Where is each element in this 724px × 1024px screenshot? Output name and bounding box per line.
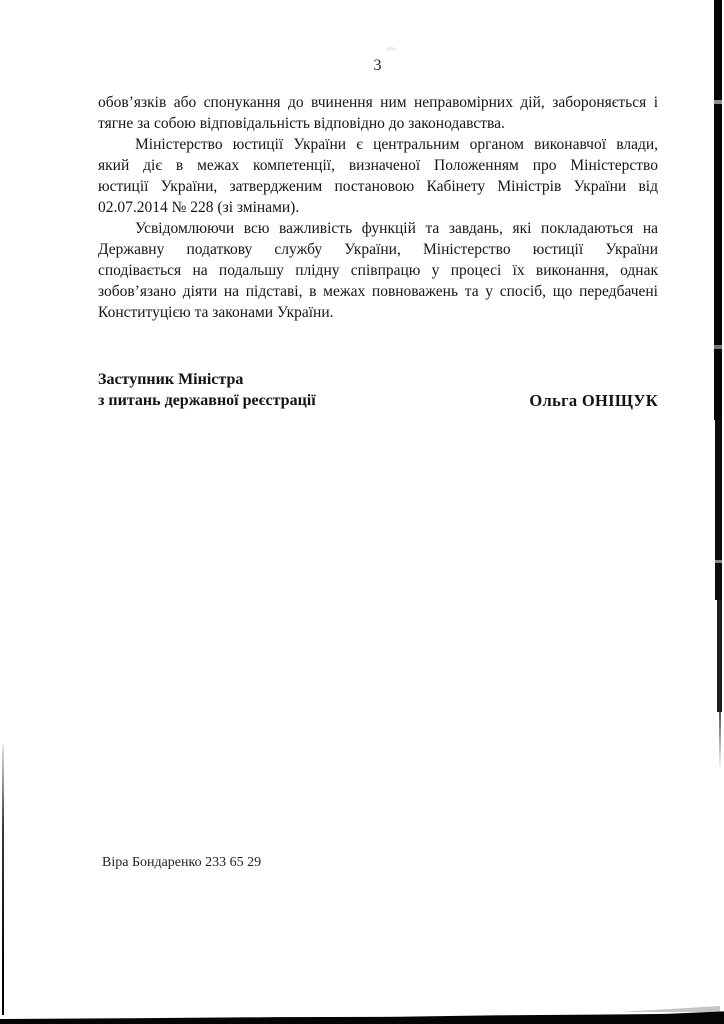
scan-artifact-notch — [713, 560, 723, 563]
body-text-line: тягне за собою відповідальність відповідно до законодавства. — [98, 115, 505, 132]
scan-artifact-right-edge — [714, 0, 722, 420]
scan-artifact-right-edge — [717, 600, 722, 712]
scan-artifact-notch — [713, 345, 723, 349]
signer-name: Ольга ОНІЩУК — [529, 391, 658, 410]
scan-artifact-notch — [713, 100, 723, 104]
paragraph-liability — [98, 92, 658, 134]
body-text-line: зобов’язано діяти на підставі, в межах повноважень та у спосіб, що передбачені — [98, 283, 658, 300]
body-text-line: юстиції України, затвердженим постановою Кабінету Міністрів України від — [98, 178, 658, 195]
body-text-line: сподівається на подальшу плідну співпрацю у процесі їх виконання, однак — [98, 262, 658, 279]
scan-artifact-right-edge — [719, 712, 721, 770]
signer-position-line1: Заступник Міністра — [98, 371, 244, 388]
paragraph-ministry-competence — [98, 134, 658, 218]
signer-position-line2: з питань державної реєстрації — [98, 392, 316, 409]
body-text-line: Усвідомлюючи всю важливість функцій та завдань, які покладаються на — [135, 220, 658, 237]
scan-artifact-left-edge — [2, 745, 4, 1015]
body-text-line: Конституцією та законами України. — [98, 304, 334, 321]
scan-artifact-smudge — [386, 47, 396, 51]
body-text-line: який діє в межах компетенції, визначеної Положенням про Міністерство — [98, 157, 658, 174]
scan-artifact-right-edge — [715, 420, 722, 600]
scan-artifact-bottom-edge — [0, 1006, 724, 1024]
document-body — [98, 92, 658, 323]
page-number: 3 — [373, 57, 383, 74]
body-text-line: обов’язків або спонукання до вчинення ним неправомірних дій, забороняється і — [98, 94, 658, 111]
body-text-line: 02.07.2014 № 228 (зі змінами). — [98, 199, 300, 216]
paragraph-cooperation — [98, 218, 658, 323]
body-text-line: Державну податкову службу України, Міністерство юстиції України — [98, 241, 658, 258]
body-text-line: Міністерство юстиції України є центральним органом виконавчої влади, — [135, 136, 658, 153]
executor-contact: Віра Бондаренко 233 65 29 — [102, 855, 262, 870]
scan-artifact-bottom-shadow — [620, 1006, 720, 1012]
signature-block — [98, 369, 658, 411]
